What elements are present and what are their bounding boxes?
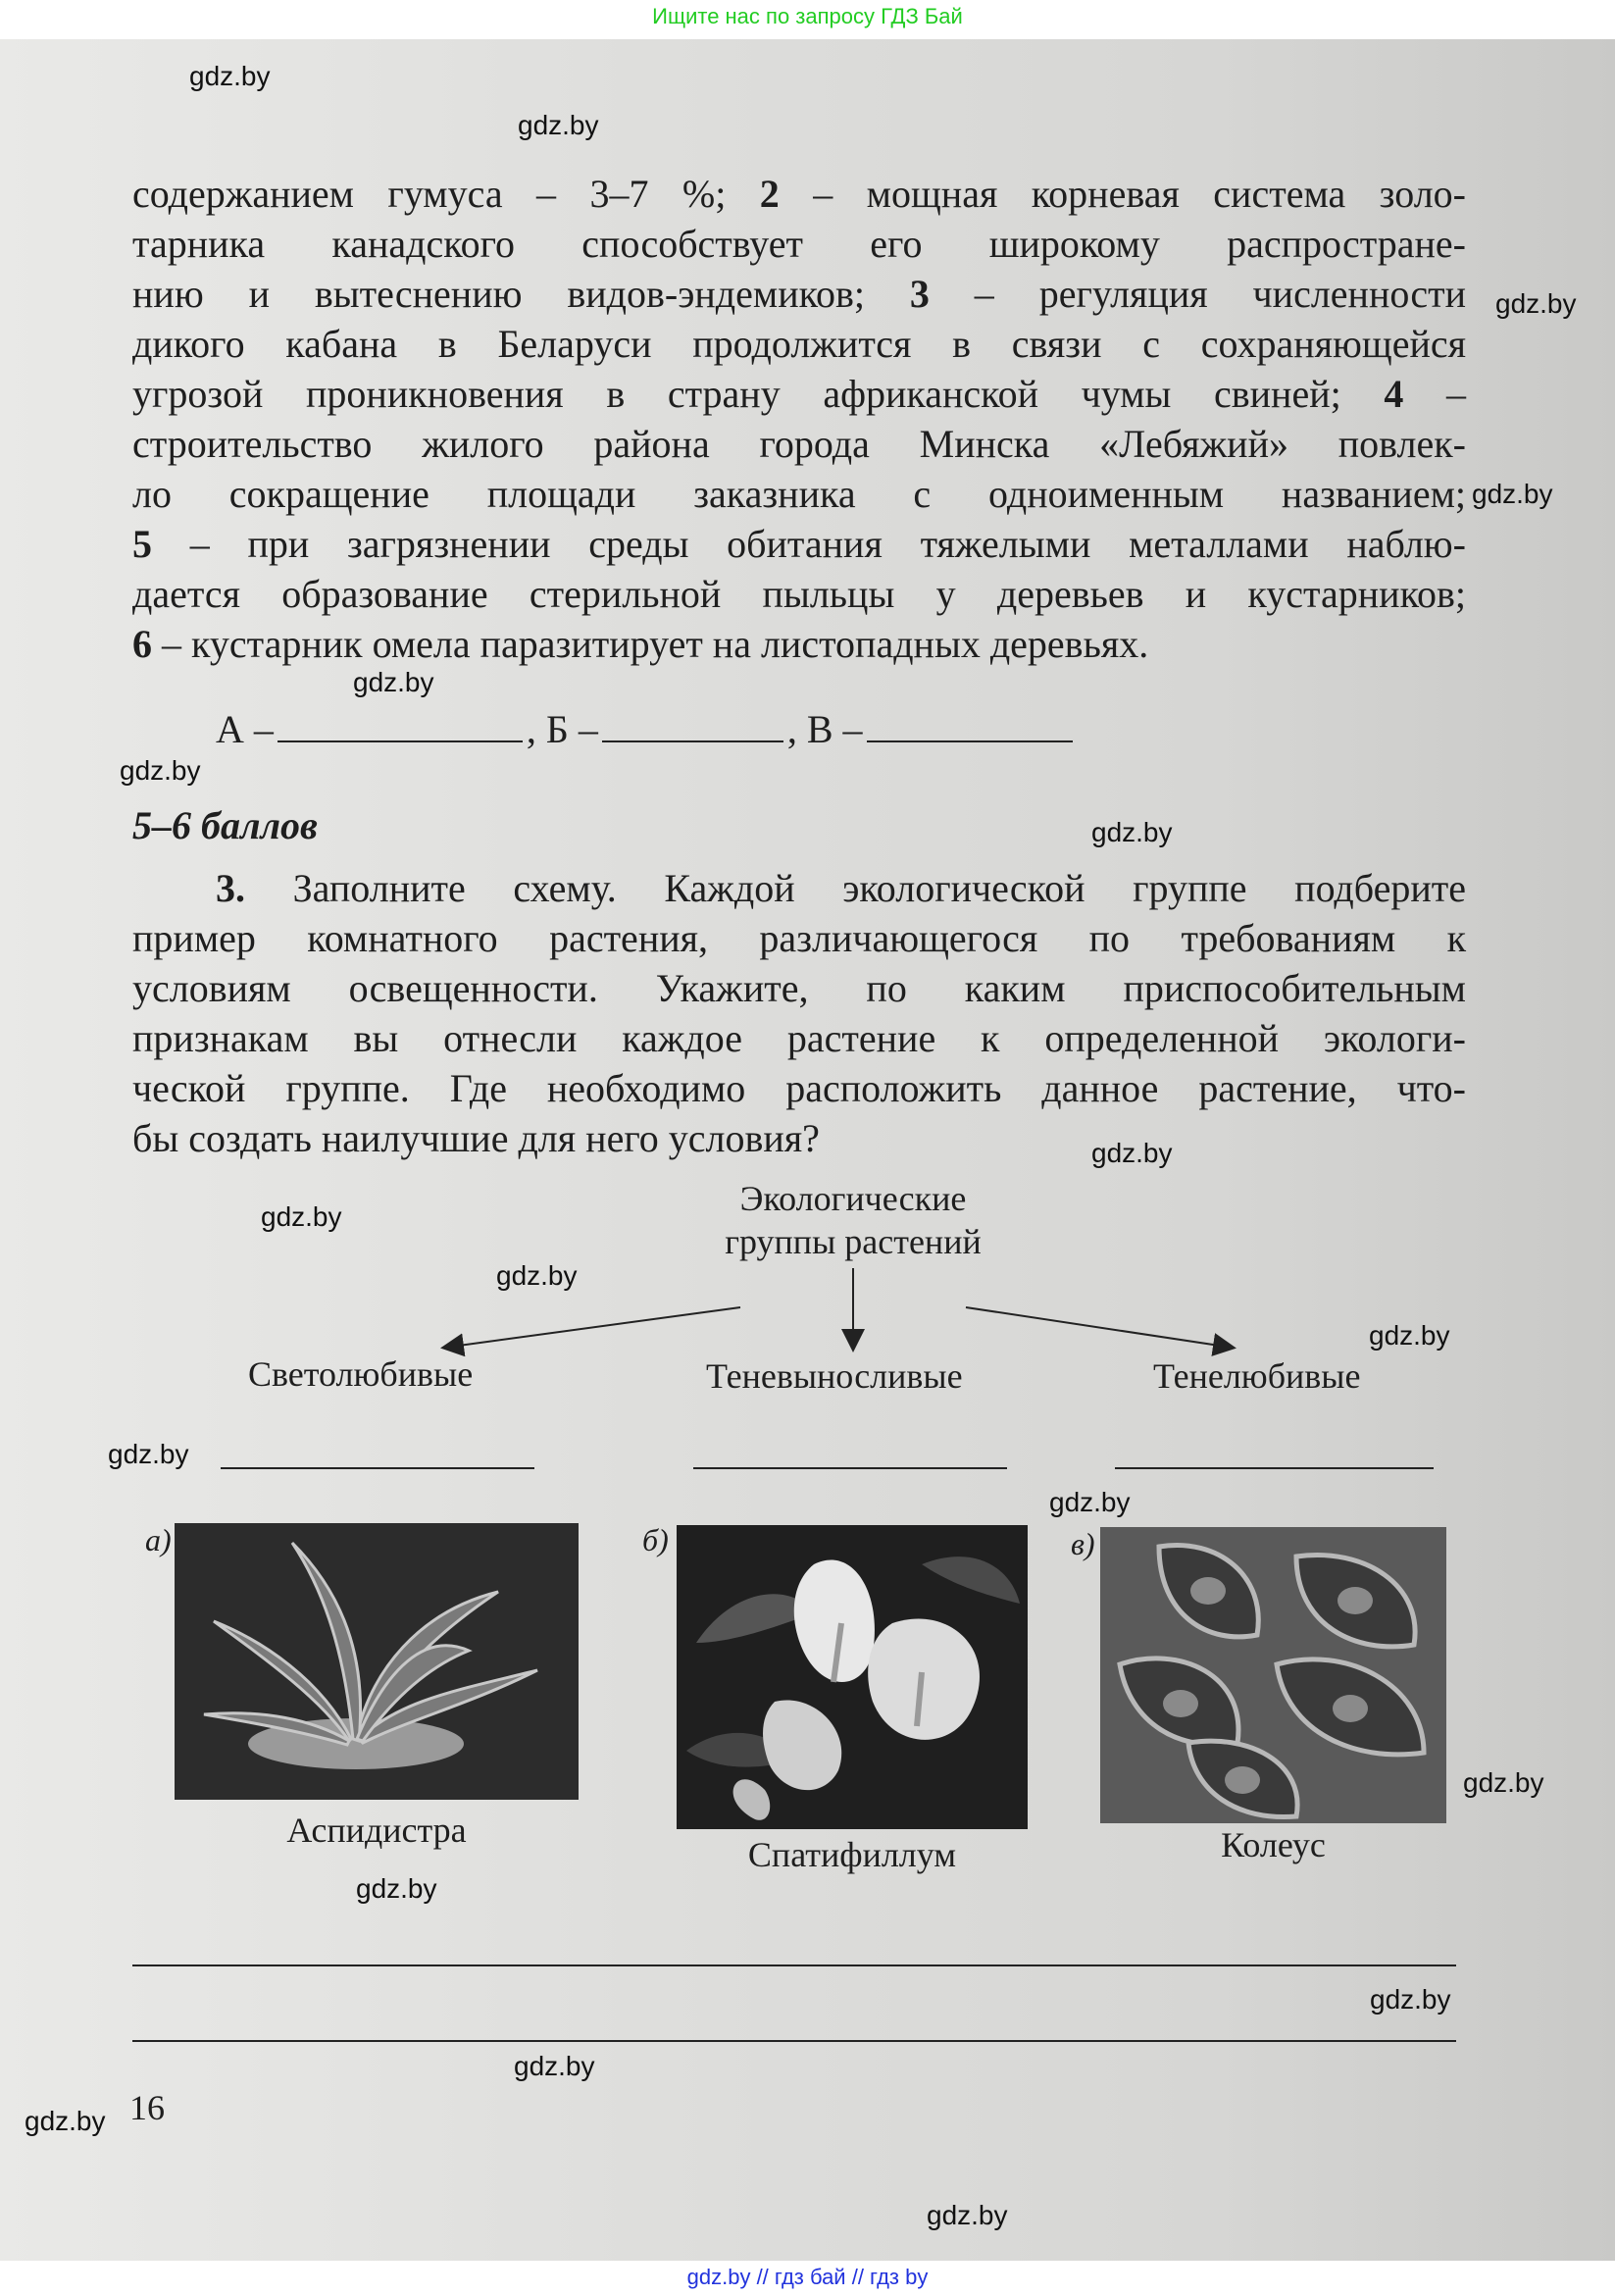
bottom-banner	[0, 2261, 1615, 2296]
group-shade-loving: Тенелюбивые	[1153, 1356, 1361, 1396]
photo-letter: б)	[642, 1522, 669, 1557]
diagram-title-line: Экологические	[739, 1179, 967, 1218]
search-hint-link[interactable]: Ищите нас по запросу ГДЗ Бай	[652, 4, 963, 28]
text-line: нию и вытеснению видов-эндемиков; 3 – регуляция численности	[132, 272, 1467, 316]
group-light-loving: Светолюбивые	[248, 1354, 474, 1394]
watermark: gdz.by	[1495, 288, 1577, 319]
answer-writing-line[interactable]	[132, 2040, 1456, 2042]
page-number: 16	[129, 2088, 165, 2127]
watermark: gdz.by	[1091, 817, 1173, 847]
watermark: gdz.by	[25, 2106, 106, 2136]
group-shade-tolerant: Теневыносливые	[706, 1356, 963, 1396]
watermark: gdz.by	[120, 755, 201, 786]
spathiphyllum-image	[677, 1525, 1028, 1829]
aspidistra-photo	[175, 1523, 579, 1800]
blank-line[interactable]	[221, 1467, 534, 1469]
watermark: gdz.by	[927, 2200, 1008, 2230]
watermark: gdz.by	[496, 1260, 578, 1291]
question-line: условиям освещенности. Укажите, по каким приспособительным	[132, 966, 1466, 1010]
site-links[interactable]: gdz.by // гдз бай // гдз by	[686, 2265, 929, 2289]
diagram-title-line: группы растений	[725, 1222, 982, 1261]
watermark: gdz.by	[514, 2051, 595, 2081]
photo-letter: в)	[1071, 1526, 1095, 1561]
watermark: gdz.by	[1091, 1138, 1173, 1168]
text-line: дикого кабана в Беларуси продолжится в связи с сохраняющейся	[132, 322, 1466, 366]
arrow-right	[966, 1307, 1233, 1348]
watermark: gdz.by	[353, 667, 434, 697]
answer-label-a: А –	[216, 707, 274, 751]
watermark: gdz.by	[1370, 1984, 1451, 2015]
answer-writing-line[interactable]	[132, 1964, 1456, 1966]
question-line: пример комнатного растения, различающегося по требованиям к	[132, 916, 1466, 960]
text-line: 6 – кустарник омела паразитирует на листопадных деревьях.	[132, 622, 1149, 666]
watermark: gdz.by	[518, 110, 599, 140]
plant-name: Аспидистра	[286, 1811, 467, 1850]
watermark: gdz.by	[108, 1439, 189, 1469]
watermark: gdz.by	[261, 1201, 342, 1232]
coleus-photo	[1100, 1527, 1446, 1823]
question-line: бы создать наилучшие для него условия?	[132, 1116, 820, 1160]
answer-label-b: Б –	[545, 707, 598, 751]
text-line: тарника канадского способствует его широкому распростране-	[132, 222, 1466, 266]
photo-letter: а)	[145, 1522, 172, 1557]
text-line: ло сокращение площади заказника с одноименным названием;	[132, 472, 1466, 516]
aspidistra-image	[175, 1523, 579, 1800]
text-line: угрозой проникновения в страну африканской чумы свиней; 4 –	[132, 372, 1466, 416]
text-line: дается образование стерильной пыльцы у деревьев и кустарников;	[132, 572, 1466, 616]
watermark: gdz.by	[189, 61, 271, 91]
blank-line[interactable]	[693, 1467, 1007, 1469]
watermark: gdz.by	[356, 1873, 437, 1904]
watermark: gdz.by	[1463, 1767, 1544, 1798]
watermark: gdz.by	[1472, 479, 1553, 509]
section-title: 5–6 баллов	[132, 803, 318, 847]
text-line: содержанием гумуса – 3–7 %; 2 – мощная корневая система золо-	[132, 172, 1466, 216]
plant-name: Спатифиллум	[747, 1835, 957, 1874]
question-line: признакам вы отнесли каждое растение к определенной экологи-	[132, 1016, 1466, 1060]
blank-line[interactable]	[1115, 1467, 1434, 1469]
watermark: gdz.by	[1049, 1487, 1131, 1517]
watermark: gdz.by	[1369, 1320, 1450, 1351]
text-line: строительство жилого района города Минска «Лебяжий» повлек-	[132, 422, 1466, 466]
coleus-image	[1100, 1527, 1446, 1823]
arrow-left	[444, 1307, 740, 1348]
question-line: ческой группе. Где необходимо расположить данное растение, что-	[132, 1066, 1466, 1110]
answer-label-v: В –	[806, 707, 863, 751]
plant-name: Колеус	[1221, 1825, 1326, 1864]
answer-blanks: А – , Б – , В –	[216, 706, 1077, 752]
text-line: 5 – при загрязнении среды обитания тяжелыми металлами наблю-	[132, 522, 1466, 566]
question-line: 3. Заполните схему. Каждой экологической группе подберите	[216, 866, 1466, 910]
spathiphyllum-photo	[677, 1525, 1028, 1829]
